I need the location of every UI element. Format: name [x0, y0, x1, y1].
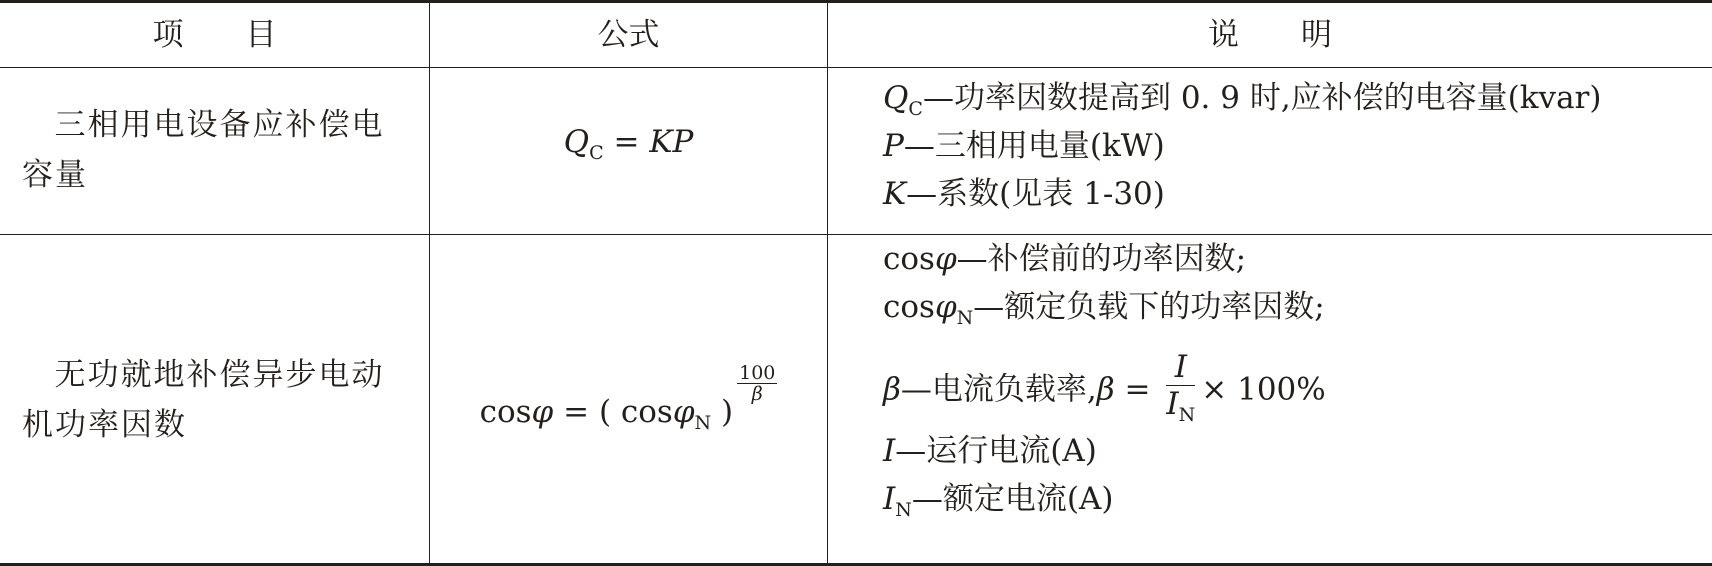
note-sub: C [908, 98, 923, 120]
note-var: β [883, 371, 901, 408]
formula-phi: φ [672, 394, 695, 430]
fraction-den-var: I [1166, 386, 1179, 422]
formula-exponent [737, 363, 777, 404]
note-line [883, 431, 1702, 479]
note-var: I [883, 433, 896, 469]
exponent-denominator: β [751, 383, 763, 405]
description-list [883, 78, 1702, 222]
header-formula-label: 公式 [597, 17, 660, 53]
note-text: —额定电流(A) [911, 481, 1114, 517]
table-row [0, 235, 1712, 566]
header-cell-item [0, 3, 430, 67]
note-eq-var: β [1096, 371, 1115, 408]
note-sub: N [956, 307, 974, 329]
fraction-denominator [1166, 386, 1195, 433]
description-cell [828, 235, 1712, 566]
note-text: —三相用电量(kW) [903, 128, 1165, 164]
header-description-label: 说 明 [1208, 17, 1332, 53]
item-cell [0, 68, 430, 234]
formula-cos: cos [479, 394, 532, 430]
fraction-den-sub: N [1178, 404, 1196, 426]
note-text: —运行电流(A) [895, 433, 1097, 469]
note-line [883, 239, 1702, 287]
note-eq-sign: = [1114, 371, 1161, 408]
formula-paren-open: ( [598, 394, 621, 430]
formula-cell [430, 68, 828, 234]
formula-capacity [430, 122, 827, 173]
note-fraction [1166, 349, 1195, 433]
header-cell-formula [430, 3, 828, 67]
fraction-numerator: I [1166, 349, 1195, 386]
header-item-label: 项 目 [152, 17, 277, 53]
description-cell [828, 68, 1712, 234]
note-cos: cos [883, 241, 935, 277]
formula-sub: N [694, 412, 712, 434]
formula-equals: = [553, 394, 599, 430]
note-var: φ [934, 289, 957, 325]
formula-phi: φ [531, 394, 554, 430]
note-var: φ [934, 241, 957, 277]
header-cell-description [828, 3, 1712, 67]
note-text: —系数(见表 1-30) [906, 176, 1165, 212]
exponent-numerator: 100 [739, 362, 776, 384]
formula-lhs-sub: C [589, 142, 604, 164]
formula-power-factor [430, 363, 827, 443]
formula-cos: cos [620, 394, 673, 430]
note-var: P [883, 128, 904, 164]
table-header-row [0, 3, 1712, 68]
note-line [883, 479, 1702, 527]
formula-equals: = [603, 124, 650, 160]
table-row [0, 68, 1712, 235]
item-text: 无功就地补偿异步电动机功率因数 [22, 357, 385, 443]
note-line [883, 126, 1702, 174]
note-text: —补偿前的功率因数; [956, 241, 1247, 277]
formula-lhs-var: Q [563, 124, 590, 160]
note-line [883, 174, 1702, 222]
note-var: Q [883, 80, 909, 116]
note-line [883, 78, 1702, 126]
note-cos: cos [883, 289, 935, 325]
item-text: 三相用电设备应补偿电容量 [22, 107, 385, 193]
formula-rhs: KP [649, 124, 694, 160]
formula-cell [430, 235, 828, 566]
note-text: —电流负载率, [900, 371, 1097, 408]
note-tail: × 100% [1201, 371, 1326, 408]
note-sub: N [895, 499, 912, 521]
description-list [883, 239, 1702, 527]
note-line [883, 335, 1702, 426]
item-cell [0, 235, 430, 566]
note-line [883, 287, 1702, 335]
note-text: —功率因数提高到 0. 9 时,应补偿的电容量(kvar) [922, 80, 1602, 116]
note-text: —额定负载下的功率因数; [973, 289, 1325, 325]
note-var: K [883, 176, 907, 212]
formula-paren-close: ) [711, 394, 734, 430]
note-var: I [883, 481, 896, 517]
